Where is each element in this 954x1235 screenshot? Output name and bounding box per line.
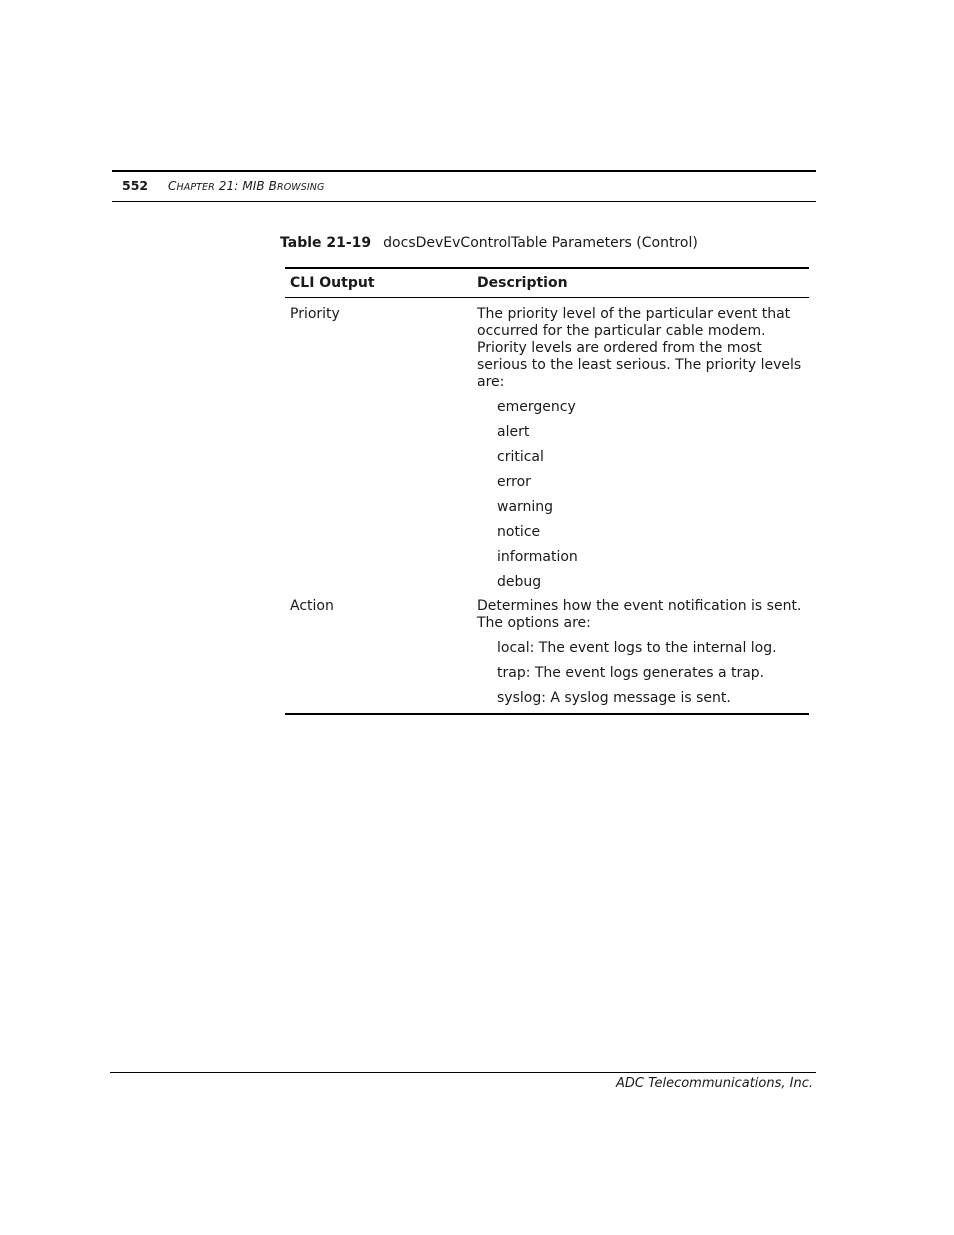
- list-item: information: [497, 549, 578, 565]
- header-rule-top: [112, 170, 816, 172]
- description-text: Determines how the event notification is sent. The options are:: [477, 598, 802, 631]
- table-caption: [280, 235, 698, 251]
- list-item: trap: The event logs generates a trap.: [497, 665, 765, 681]
- description-text: The priority level of the particular event that occurred for the particular cable modem. Priority levels are ordered from the most serious to the least serious. The priority levels are:: [477, 306, 802, 390]
- list-item: notice: [497, 524, 541, 540]
- chapter-title-number: 21: MIB B: [214, 179, 277, 193]
- table-caption-number: Table 21-19: [280, 235, 372, 251]
- footer-rule: [110, 1072, 816, 1073]
- list-item: local: The event logs to the internal log.: [497, 640, 777, 656]
- list-item: alert: [497, 424, 530, 440]
- priority-levels-list: [477, 399, 809, 591]
- chapter-title-c: C: [168, 179, 177, 193]
- column-header-cli-output: CLI Output: [290, 275, 375, 291]
- table-row-priority: [285, 306, 809, 591]
- parameters-table: [285, 267, 809, 715]
- action-options-list: [477, 640, 809, 707]
- table-row-action: [285, 598, 809, 713]
- chapter-title: [168, 179, 324, 193]
- list-item: debug: [497, 574, 542, 590]
- cli-output-cell: Action: [290, 598, 334, 614]
- header-rule-bottom: [112, 201, 816, 202]
- cli-output-cell: Priority: [290, 306, 340, 322]
- list-item: critical: [497, 449, 544, 465]
- description-cell: [472, 306, 809, 591]
- table-caption-title: docsDevEvControlTable Parameters (Control): [383, 235, 698, 251]
- table-header-row: [285, 269, 809, 298]
- footer-company: ADC Telecommunications, Inc.: [616, 1076, 813, 1091]
- list-item: emergency: [497, 399, 576, 415]
- description-cell: [472, 598, 809, 707]
- list-item: syslog: A syslog message is sent.: [497, 690, 731, 706]
- page-number: 552: [122, 178, 149, 193]
- column-header-description: Description: [477, 275, 568, 291]
- list-item: error: [497, 474, 531, 490]
- chapter-title-hapter: HAPTER: [176, 182, 215, 193]
- chapter-title-rowsing: ROWSING: [277, 182, 325, 193]
- list-item: warning: [497, 499, 554, 515]
